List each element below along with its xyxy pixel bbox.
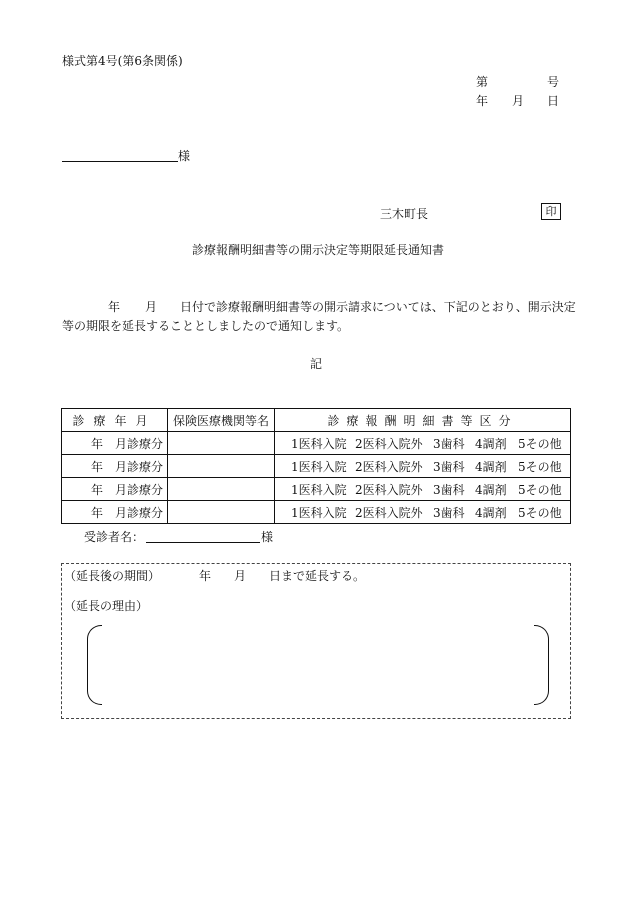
extension-period-label: （延長後の期間） bbox=[64, 569, 161, 583]
category-3: 3歯科 bbox=[433, 505, 465, 520]
row-period: 年 月診療分 bbox=[62, 501, 168, 524]
extension-box bbox=[61, 563, 571, 719]
category-1: 1医科入院 bbox=[291, 482, 347, 497]
row-institution[interactable] bbox=[168, 455, 275, 478]
document-title: 診療報酬明細書等の開示決定等期限延長通知書 bbox=[192, 243, 445, 257]
date-month: 月 bbox=[512, 94, 525, 108]
body-line2: 等の期限を延長することとしましたので通知します。 bbox=[62, 319, 350, 333]
body-month: 月 bbox=[145, 300, 158, 314]
ki-heading: 記 bbox=[310, 357, 323, 371]
category-3: 3歯科 bbox=[433, 436, 465, 451]
category-4: 4調剤 bbox=[475, 436, 507, 451]
category-2: 2医科入院外 bbox=[355, 459, 423, 474]
header-category: 診療報酬明細書等区分 bbox=[275, 409, 571, 432]
category-5: 5その他 bbox=[518, 459, 562, 474]
addressee-suffix: 様 bbox=[178, 149, 191, 163]
category-5: 5その他 bbox=[518, 482, 562, 497]
body-year: 年 bbox=[108, 300, 121, 314]
seal-mark: 印 bbox=[541, 203, 561, 220]
number-go: 号 bbox=[547, 75, 560, 89]
row-categories bbox=[275, 432, 571, 455]
reason-bracket-left bbox=[87, 625, 102, 705]
category-4: 4調剤 bbox=[475, 482, 507, 497]
category-5: 5その他 bbox=[518, 505, 562, 520]
form-id: 様式第4号(第6条関係) bbox=[62, 54, 183, 68]
patient-label: 受診者名： bbox=[84, 530, 145, 544]
category-5: 5その他 bbox=[518, 436, 562, 451]
row-institution[interactable] bbox=[168, 478, 275, 501]
reason-bracket-right bbox=[534, 625, 549, 705]
category-3: 3歯科 bbox=[433, 482, 465, 497]
row-institution[interactable] bbox=[168, 501, 275, 524]
category-2: 2医科入院外 bbox=[355, 505, 423, 520]
issuer: 三木町長 bbox=[380, 207, 429, 221]
row-period: 年 月診療分 bbox=[62, 432, 168, 455]
extension-period-text: 日まで延長する。 bbox=[269, 569, 366, 583]
table-header-row bbox=[62, 409, 571, 432]
patient-suffix: 様 bbox=[261, 530, 274, 544]
addressee-line bbox=[62, 147, 178, 162]
row-categories bbox=[275, 455, 571, 478]
extension-year: 年 bbox=[199, 569, 212, 583]
header-period: 診療年月 bbox=[62, 409, 168, 432]
category-2: 2医科入院外 bbox=[355, 436, 423, 451]
category-1: 1医科入院 bbox=[291, 436, 347, 451]
table-row bbox=[62, 455, 571, 478]
category-1: 1医科入院 bbox=[291, 505, 347, 520]
category-3: 3歯科 bbox=[433, 459, 465, 474]
table-row bbox=[62, 501, 571, 524]
patient-name-line[interactable] bbox=[146, 528, 260, 543]
category-4: 4調剤 bbox=[475, 459, 507, 474]
date-day: 日 bbox=[547, 94, 560, 108]
extension-month: 月 bbox=[234, 569, 247, 583]
row-period: 年 月診療分 bbox=[62, 478, 168, 501]
row-institution[interactable] bbox=[168, 432, 275, 455]
number-dai: 第 bbox=[476, 75, 489, 89]
claims-table bbox=[61, 408, 571, 524]
table-row bbox=[62, 478, 571, 501]
category-2: 2医科入院外 bbox=[355, 482, 423, 497]
header-institution: 保険医療機関等名 bbox=[168, 409, 275, 432]
row-categories bbox=[275, 478, 571, 501]
date-year: 年 bbox=[476, 94, 489, 108]
category-1: 1医科入院 bbox=[291, 459, 347, 474]
extension-reason-label: （延長の理由） bbox=[64, 599, 149, 613]
category-4: 4調剤 bbox=[475, 505, 507, 520]
table-row bbox=[62, 432, 571, 455]
row-categories bbox=[275, 501, 571, 524]
body-line1: 日付で診療報酬明細書等の開示請求については、下記のとおり、開示決定 bbox=[180, 300, 576, 314]
row-period: 年 月診療分 bbox=[62, 455, 168, 478]
